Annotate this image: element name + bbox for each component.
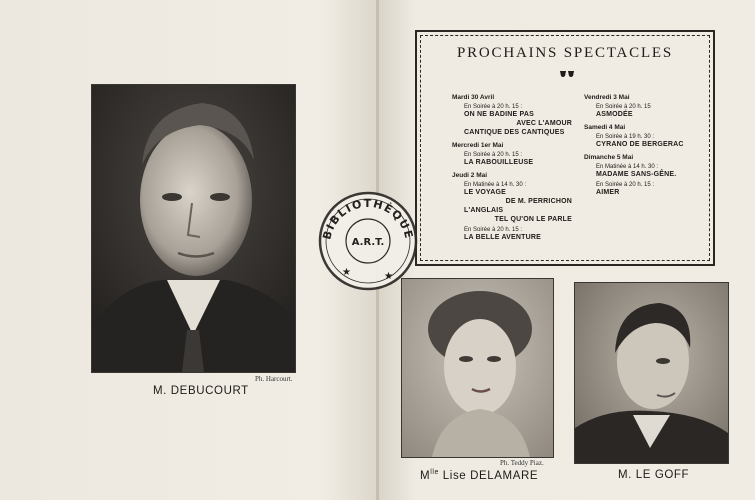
legoff-portrait <box>574 282 729 464</box>
program-play-title: AVEC L'AMOUR <box>516 120 572 127</box>
program-day-heading: Samedi 4 Mai <box>584 124 626 131</box>
program-session-time: En Soirée à 20 h. 15 : <box>464 227 523 233</box>
program-session-time: En Soirée à 19 h. 30 : <box>596 134 655 140</box>
program-session-time: En Matinée à 14 h. 30 : <box>464 182 527 188</box>
program-right-column <box>584 89 709 197</box>
delamare-caption: $M^{lle}$ Lise DELAMARE <box>420 469 539 482</box>
program-day-heading: Jeudi 2 Mai <box>452 172 488 179</box>
program-play-title: L'ANGLAIS <box>464 207 504 214</box>
program-play-title: TEL QU'ON LE PARLE <box>494 216 572 223</box>
program-play-title: AIMER <box>596 189 620 196</box>
program-session-time: En Matinée à 14 h. 30 : <box>596 164 659 170</box>
stamp-center-text: A.R.T. <box>351 237 385 248</box>
legoff-caption: M. LE GOFF <box>618 469 690 481</box>
program-play-title: LA RABOUILLEUSE <box>464 159 534 166</box>
program-session-time: En Soirée à 20 h. 15 : <box>596 182 655 188</box>
program-play-title: LE VOYAGE <box>464 189 506 196</box>
program-play-title: DE M. PERRICHON <box>505 198 572 205</box>
program-day-heading: Mercredi 1er Mai <box>452 142 504 149</box>
program-title: PROCHAINS SPECTACLES <box>456 45 674 61</box>
stamp-star-right-icon: ★ <box>384 271 393 282</box>
debucourt-photo-credit: Ph. Harcourt. <box>255 375 293 383</box>
program-play-title: CANTIQUE DES CANTIQUES <box>464 129 565 136</box>
program-play-title: ON NE BADINE PAS <box>464 111 534 118</box>
debucourt-portrait <box>91 84 296 373</box>
program-play-title: LA BELLE AVENTURE <box>464 234 542 241</box>
upcoming-shows-box <box>415 30 715 266</box>
program-session-time: En Soirée à 20 h. 15 <box>596 104 651 110</box>
program-play-title: CYRANO DE BERGERAC <box>596 141 684 148</box>
program-session-time: En Soirée à 20 h. 15 : <box>464 104 523 110</box>
program-session-time: En Soirée à 20 h. 15 : <box>464 152 523 158</box>
delamare-photo-credit: Ph. Teddy Piaz. <box>500 459 544 467</box>
delamare-portrait <box>401 278 554 458</box>
stamp-ring-text: BIBLIOTHÈQUE <box>320 196 416 241</box>
program-left-column <box>452 89 577 242</box>
program-play-title: MADAME SANS-GÊNE. <box>596 171 677 178</box>
theatre-masks-icon <box>559 70 575 79</box>
program-day-heading: Vendredi 3 Mai <box>584 94 630 101</box>
program-play-title: ASMODÉE <box>596 111 633 118</box>
stamp-star-left-icon: ★ <box>342 267 351 278</box>
program-day-heading: Dimanche 5 Mai <box>584 154 634 161</box>
program-day-heading: Mardi 30 Avril <box>452 94 495 101</box>
debucourt-caption: M. DEBUCOURT <box>153 385 249 397</box>
